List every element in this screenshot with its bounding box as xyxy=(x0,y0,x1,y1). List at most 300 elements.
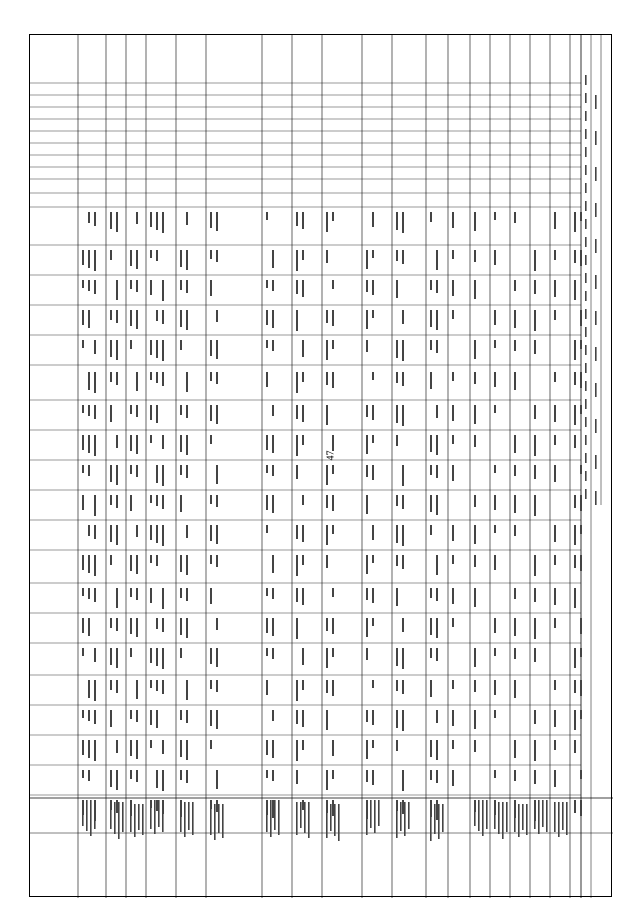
row-label-mark xyxy=(142,804,144,835)
cell-text-mark xyxy=(474,340,476,359)
cell-text-mark xyxy=(296,435,298,456)
row-label-mark xyxy=(94,800,96,829)
cell-text-mark xyxy=(574,800,576,813)
cell-text-mark xyxy=(150,405,152,420)
row-label-mark xyxy=(218,804,220,833)
cell-text-mark xyxy=(514,465,516,476)
cell-text-mark xyxy=(210,212,212,228)
cell-text-mark xyxy=(136,465,138,477)
cell-text-mark xyxy=(534,740,536,761)
cell-text-mark xyxy=(396,405,398,423)
cell-text-mark xyxy=(272,435,274,453)
cell-text-mark xyxy=(580,800,582,816)
row-label-mark xyxy=(90,800,92,836)
cell-text-mark xyxy=(326,372,328,385)
header-text-mark xyxy=(585,201,587,211)
header-text-mark xyxy=(585,147,587,157)
cell-text-mark xyxy=(186,250,188,270)
cell-text-mark xyxy=(430,465,432,475)
cell-text-mark xyxy=(162,588,164,609)
cell-text-mark xyxy=(156,800,158,811)
cell-text-mark xyxy=(332,495,334,511)
row-label-mark xyxy=(296,802,298,835)
cell-text-mark xyxy=(186,710,188,723)
cell-text-mark xyxy=(180,250,182,267)
cell-text-mark xyxy=(554,405,556,422)
cell-text-mark xyxy=(436,555,438,575)
cell-text-mark xyxy=(94,340,96,354)
cell-text-mark xyxy=(574,495,576,508)
cell-text-mark xyxy=(296,740,298,761)
cell-text-mark xyxy=(136,770,138,782)
cell-text-mark xyxy=(296,555,298,576)
cell-text-mark xyxy=(156,555,158,566)
cell-text-mark xyxy=(574,555,576,568)
cell-text-mark xyxy=(186,680,188,700)
cell-text-mark xyxy=(372,280,374,295)
cell-text-mark xyxy=(514,310,516,328)
header-text-mark xyxy=(595,491,597,505)
cell-text-mark xyxy=(554,372,556,382)
row-label-mark xyxy=(396,802,398,838)
cell-text-mark xyxy=(82,770,84,778)
cell-text-mark xyxy=(474,740,476,752)
cell-text-mark xyxy=(94,710,96,724)
cell-text-mark xyxy=(332,680,334,696)
cell-text-mark xyxy=(162,770,164,791)
cell-text-mark xyxy=(156,495,158,506)
cell-text-mark xyxy=(574,340,576,360)
cell-text-mark xyxy=(94,680,96,701)
cell-text-mark xyxy=(186,405,188,418)
cell-text-mark xyxy=(150,372,152,380)
cell-text-mark xyxy=(494,212,496,220)
row-label-mark xyxy=(526,804,528,835)
cell-text-mark xyxy=(130,495,132,511)
cell-text-mark xyxy=(452,372,454,381)
header-text-mark xyxy=(585,111,587,121)
cell-text-mark xyxy=(110,465,112,482)
cell-text-mark xyxy=(554,310,556,320)
cell-text-mark xyxy=(156,618,158,629)
cell-text-mark xyxy=(272,495,274,513)
header-text-mark xyxy=(595,455,597,469)
cell-text-mark xyxy=(266,435,268,450)
cell-text-mark xyxy=(430,435,432,452)
cell-text-mark xyxy=(366,435,368,454)
row-label-mark xyxy=(474,800,476,826)
cell-text-mark xyxy=(302,212,304,229)
cell-text-mark xyxy=(402,555,404,569)
cell-text-mark xyxy=(366,495,368,514)
cell-text-mark xyxy=(88,588,90,599)
cell-text-mark xyxy=(130,280,132,289)
cell-text-mark xyxy=(216,495,218,507)
cell-text-mark xyxy=(180,340,182,350)
cell-text-mark xyxy=(474,405,476,424)
cell-text-mark xyxy=(136,680,138,699)
cell-text-mark xyxy=(474,280,476,299)
cell-text-mark xyxy=(494,372,496,387)
row-label-mark xyxy=(308,802,310,838)
cell-text-mark xyxy=(554,280,556,297)
cell-text-mark xyxy=(272,648,274,659)
cell-text-mark xyxy=(130,710,132,719)
cell-text-mark xyxy=(82,588,84,596)
cell-text-mark xyxy=(402,212,404,233)
header-text-mark xyxy=(585,309,587,319)
header-text-mark xyxy=(585,129,587,139)
cell-text-mark xyxy=(116,770,118,790)
cell-text-mark xyxy=(88,770,90,781)
cell-text-mark xyxy=(332,372,334,388)
cell-text-mark xyxy=(366,648,368,660)
cell-text-mark xyxy=(186,770,188,783)
row-label-mark xyxy=(274,800,276,830)
cell-text-mark xyxy=(180,710,182,720)
cell-text-mark xyxy=(130,435,132,451)
cell-text-mark xyxy=(366,405,368,417)
cell-text-mark xyxy=(156,680,158,691)
cell-text-mark xyxy=(372,250,374,258)
cell-text-mark xyxy=(574,648,576,668)
cell-text-mark xyxy=(272,800,274,818)
row-label-mark xyxy=(370,800,372,828)
cell-text-mark xyxy=(150,280,152,295)
cell-text-mark xyxy=(332,800,334,816)
cell-text-mark xyxy=(130,648,132,657)
cell-text-mark xyxy=(210,495,212,504)
header-text-mark xyxy=(585,471,587,481)
cell-text-mark xyxy=(366,280,368,292)
header-text-mark xyxy=(595,167,597,181)
cell-text-mark xyxy=(210,525,212,541)
cell-text-mark xyxy=(580,212,582,221)
cell-text-mark xyxy=(580,770,582,779)
cell-text-mark xyxy=(474,495,476,507)
row-label-mark xyxy=(408,802,410,829)
cell-text-mark xyxy=(162,740,164,754)
row-label-mark xyxy=(478,800,480,831)
cell-text-mark xyxy=(116,372,118,385)
cell-text-mark xyxy=(580,405,582,414)
cell-text-mark xyxy=(494,710,496,718)
cell-text-mark xyxy=(474,710,476,729)
cell-text-mark xyxy=(130,770,132,779)
cell-text-mark xyxy=(366,340,368,352)
cell-text-mark xyxy=(514,280,516,291)
cell-text-mark xyxy=(436,310,438,330)
cell-text-mark xyxy=(580,555,582,571)
cell-text-mark xyxy=(366,618,368,637)
cell-text-mark xyxy=(130,250,132,266)
cell-text-mark xyxy=(402,340,404,361)
cell-text-mark xyxy=(216,648,218,667)
cell-text-mark xyxy=(216,250,218,262)
cell-text-mark xyxy=(136,525,138,537)
cell-text-mark xyxy=(110,212,112,229)
cell-text-mark xyxy=(302,680,304,690)
cell-text-mark xyxy=(332,525,334,534)
row-label-mark xyxy=(400,802,402,831)
cell-text-mark xyxy=(574,740,576,753)
cell-text-mark xyxy=(130,588,132,597)
cell-text-mark xyxy=(186,525,188,538)
cell-text-mark xyxy=(326,340,328,360)
cell-text-mark xyxy=(372,372,374,380)
cell-text-mark xyxy=(216,770,218,789)
cell-text-mark xyxy=(162,680,164,694)
cell-text-mark xyxy=(514,495,516,513)
cell-text-mark xyxy=(332,280,334,289)
cell-text-mark xyxy=(296,588,298,602)
cell-text-mark xyxy=(216,680,218,692)
cell-text-mark xyxy=(554,525,556,542)
header-text-mark xyxy=(585,399,587,409)
cell-text-mark xyxy=(514,740,516,758)
cell-text-mark xyxy=(130,465,132,474)
cell-text-mark xyxy=(296,405,298,419)
cell-text-mark xyxy=(110,372,112,382)
cell-text-mark xyxy=(88,212,90,223)
cell-text-mark xyxy=(216,525,218,544)
row-label-mark xyxy=(338,804,340,841)
cell-text-mark xyxy=(272,740,274,758)
cell-text-mark xyxy=(180,555,182,572)
cell-text-mark xyxy=(372,405,374,420)
header-text-mark xyxy=(585,345,587,355)
cell-text-mark xyxy=(366,250,368,269)
cell-text-mark xyxy=(554,618,556,628)
cell-text-mark xyxy=(494,405,496,413)
cell-text-mark xyxy=(116,435,118,448)
header-text-mark xyxy=(585,183,587,193)
cell-text-mark xyxy=(534,340,536,354)
cell-text-mark xyxy=(156,525,158,543)
cell-text-mark xyxy=(326,250,328,263)
row-label-mark xyxy=(122,802,124,832)
cell-text-mark xyxy=(136,212,138,224)
cell-text-mark xyxy=(402,800,404,814)
cell-text-mark xyxy=(554,740,556,750)
cell-text-mark xyxy=(302,555,304,565)
cell-text-mark xyxy=(130,618,132,634)
cell-text-mark xyxy=(396,648,398,666)
cell-text-mark xyxy=(130,310,132,326)
cell-text-mark xyxy=(110,310,112,320)
cell-text-mark xyxy=(186,555,188,575)
cell-text-mark xyxy=(180,465,182,475)
row-label-mark xyxy=(138,804,140,830)
cell-text-mark xyxy=(150,495,152,503)
cell-text-mark xyxy=(554,465,556,482)
cell-text-mark xyxy=(266,740,268,755)
header-text-mark xyxy=(585,291,587,301)
cell-text-mark xyxy=(162,648,164,669)
cell-text-mark xyxy=(494,618,496,633)
cell-text-mark xyxy=(332,770,334,779)
cell-text-mark xyxy=(272,465,274,476)
cell-text-mark xyxy=(366,710,368,722)
cell-text-mark xyxy=(580,648,582,657)
row-label-mark xyxy=(330,804,332,831)
cell-text-mark xyxy=(396,555,398,566)
cell-text-mark xyxy=(302,740,304,750)
row-label-mark xyxy=(154,800,156,834)
cell-text-mark xyxy=(494,680,496,695)
cell-text-mark xyxy=(296,680,298,701)
cell-text-mark xyxy=(372,212,374,227)
row-label-mark xyxy=(180,802,182,832)
cell-text-mark xyxy=(372,740,374,748)
cell-text-mark xyxy=(136,740,138,759)
cell-text-mark xyxy=(402,648,404,669)
cell-text-mark xyxy=(372,435,374,443)
cell-text-mark xyxy=(396,525,398,543)
cell-text-mark xyxy=(88,710,90,721)
cell-text-mark xyxy=(136,588,138,600)
cell-text-mark xyxy=(266,310,268,325)
cell-text-mark xyxy=(210,435,212,444)
cell-text-mark xyxy=(372,310,374,318)
cell-text-mark xyxy=(150,555,152,563)
cell-text-mark xyxy=(430,770,432,780)
cell-text-mark xyxy=(82,250,84,265)
cell-text-mark xyxy=(266,525,268,533)
cell-text-mark xyxy=(396,435,398,446)
cell-text-mark xyxy=(494,770,496,778)
cell-text-mark xyxy=(332,435,334,451)
cell-text-mark xyxy=(180,740,182,757)
header-text-mark xyxy=(595,239,597,253)
cell-text-mark xyxy=(180,588,182,598)
row-label-mark xyxy=(506,802,508,832)
cell-text-mark xyxy=(396,212,398,230)
cell-text-mark xyxy=(210,250,212,259)
cell-text-mark xyxy=(266,588,268,596)
cell-text-mark xyxy=(162,212,164,233)
cell-text-mark xyxy=(116,525,118,545)
cell-text-mark xyxy=(156,310,158,321)
cell-text-mark xyxy=(150,212,152,227)
cell-text-mark xyxy=(574,680,576,693)
cell-text-mark xyxy=(116,280,118,300)
cell-text-mark xyxy=(554,250,556,260)
cell-text-mark xyxy=(554,212,556,229)
cell-text-mark xyxy=(474,435,476,447)
cell-text-mark xyxy=(272,710,274,721)
row-label-mark xyxy=(300,802,302,828)
cell-text-mark xyxy=(136,435,138,454)
cell-text-mark xyxy=(452,770,454,786)
cell-text-mark xyxy=(574,250,576,263)
cell-text-mark xyxy=(534,405,536,419)
cell-text-mark xyxy=(372,770,374,785)
cell-text-mark xyxy=(574,588,576,608)
row-label-mark xyxy=(210,804,212,835)
cell-text-mark xyxy=(136,372,138,391)
cell-text-mark xyxy=(88,310,90,328)
cell-text-mark xyxy=(186,740,188,760)
cell-text-mark xyxy=(580,525,582,534)
row-label-mark xyxy=(486,800,488,829)
cell-text-mark xyxy=(474,680,476,692)
cell-text-mark xyxy=(266,618,268,633)
row-label-mark xyxy=(326,804,328,838)
row-label-mark xyxy=(514,804,516,832)
cell-text-mark xyxy=(210,588,212,604)
cell-text-mark xyxy=(162,465,164,486)
cell-text-mark xyxy=(216,212,218,231)
cell-text-mark xyxy=(436,800,438,820)
cell-text-mark xyxy=(130,405,132,414)
cell-text-mark xyxy=(150,648,152,663)
cell-text-mark xyxy=(110,648,112,665)
cell-text-mark xyxy=(110,555,112,565)
cell-text-mark xyxy=(302,372,304,382)
cell-text-mark xyxy=(580,250,582,266)
row-label-mark xyxy=(498,802,500,834)
cell-text-mark xyxy=(452,680,454,689)
header-text-mark xyxy=(585,165,587,175)
cell-text-mark xyxy=(402,525,404,546)
cell-text-mark xyxy=(402,495,404,509)
cell-text-mark xyxy=(88,740,90,758)
row-label-mark xyxy=(538,800,540,834)
cell-text-mark xyxy=(82,740,84,755)
header-text-mark xyxy=(585,453,587,463)
cell-text-mark xyxy=(88,465,90,476)
cell-text-mark xyxy=(554,680,556,690)
cell-text-mark xyxy=(272,250,274,268)
cell-text-mark xyxy=(216,372,218,384)
cell-text-mark xyxy=(302,710,304,727)
cell-text-mark xyxy=(326,405,328,425)
cell-text-mark xyxy=(186,618,188,638)
cell-text-mark xyxy=(474,525,476,544)
cell-text-mark xyxy=(266,770,268,778)
cell-text-mark xyxy=(574,280,576,300)
cell-text-mark xyxy=(554,588,556,605)
cell-text-mark xyxy=(430,340,432,350)
cell-text-mark xyxy=(110,770,112,787)
cell-text-mark xyxy=(186,435,188,455)
row-label-mark xyxy=(118,802,120,839)
cell-text-mark xyxy=(402,405,404,426)
cell-text-mark xyxy=(402,770,404,791)
cell-text-mark xyxy=(430,525,432,535)
cell-text-mark xyxy=(150,710,152,725)
row-label-mark xyxy=(566,802,568,835)
cell-text-mark xyxy=(514,648,516,659)
page-number: 47 xyxy=(325,450,337,461)
cell-text-mark xyxy=(130,340,132,349)
row-label-mark xyxy=(366,800,368,835)
cell-text-mark xyxy=(326,680,328,693)
cell-text-mark xyxy=(116,588,118,608)
row-label-mark xyxy=(150,800,152,829)
cell-text-mark xyxy=(574,435,576,448)
row-label-mark xyxy=(542,800,544,827)
cell-text-mark xyxy=(436,648,438,661)
cell-text-mark xyxy=(326,310,328,323)
cell-text-mark xyxy=(110,250,112,260)
row-label-mark xyxy=(304,802,306,833)
cell-text-mark xyxy=(326,212,328,232)
cell-text-mark xyxy=(430,310,432,327)
cell-text-mark xyxy=(326,618,328,631)
header-text-mark xyxy=(585,435,587,445)
